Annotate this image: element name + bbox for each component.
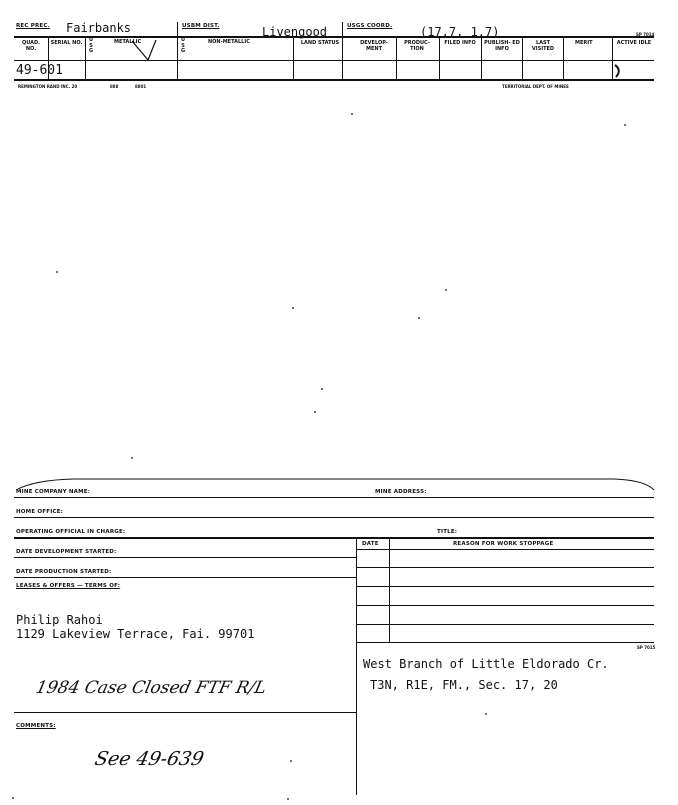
- usgs-coord-label: USGS COORD.: [347, 23, 393, 29]
- stoppage-date-header: DATE: [362, 541, 379, 547]
- home-office-label: HOME OFFICE:: [16, 509, 64, 515]
- mine-address-label: MINE ADDRESS:: [375, 489, 427, 495]
- printer-code-1: 888: [110, 84, 119, 89]
- col-active-idle: ACTIVE IDLE: [616, 40, 652, 46]
- rec-prec-value: Fairbanks: [66, 21, 132, 35]
- col-last-visited: LAST VISITED: [531, 40, 555, 52]
- operating-official-label: OPERATING OFFICIAL IN CHARGE:: [16, 529, 126, 535]
- location-line-1: West Branch of Little Eldorado Cr.: [363, 657, 609, 671]
- comments-label: COMMENTS:: [16, 723, 56, 729]
- location-line-2: T3N, R1E, FM., Sec. 17, 20: [370, 678, 558, 692]
- handwritten-comment: See 49-639: [92, 748, 206, 770]
- form-top-edge: [14, 474, 656, 496]
- date-production-label: DATE PRODUCTION STARTED:: [16, 569, 112, 575]
- printer-code-2: 8801: [135, 84, 147, 89]
- owner-name: Philip Rahoi: [16, 613, 103, 627]
- col-nonmetallic: NON-METALLIC: [208, 39, 250, 45]
- handwritten-note: 1984 Case Closed FTF R/L: [33, 678, 269, 698]
- col-filed-info: FILED INFO: [444, 40, 476, 46]
- usbm-dist-value: Livengood: [262, 25, 328, 39]
- col-production: PRODUC- TION: [404, 40, 430, 52]
- title-label: TITLE:: [437, 529, 458, 535]
- department-credit: TERRITORIAL DEPT. OF MINES: [502, 84, 569, 89]
- usbm-dist-label: USBM DIST.: [182, 23, 220, 29]
- rec-prec-label: REC PREC.: [16, 23, 50, 29]
- form-number-2: SP 7015: [637, 645, 656, 650]
- stoppage-reason-header: REASON FOR WORK STOPPAGE: [453, 541, 554, 547]
- col-serial-no: SERIAL NO.: [50, 40, 83, 46]
- printer-credit: REMINGTON RAND INC. 20: [18, 84, 78, 89]
- leases-label: LEASES & OFFERS — TERMS OF:: [16, 583, 121, 589]
- mine-company-name-label: MINE COMPANY NAME:: [16, 489, 91, 495]
- col-nonmetallic-code: U S G: [180, 37, 186, 54]
- col-published-info: PUBLISH- ED INFO: [484, 40, 520, 52]
- date-development-label: DATE DEVELOPMENT STARTED:: [16, 549, 117, 555]
- form-number: SP 7014: [636, 32, 655, 37]
- active-mark-icon: [612, 62, 630, 80]
- check-mark-icon: [130, 38, 160, 62]
- usgs-coord-value: (17.7, 1.7): [420, 25, 500, 39]
- col-development: DEVELOP- MENT: [360, 40, 388, 52]
- col-merit: MERIT: [575, 40, 593, 46]
- col-quad-no: QUAD. NO.: [21, 40, 41, 52]
- quad-serial-value: 49-601: [16, 63, 63, 78]
- col-metallic-code: U S G: [88, 37, 94, 54]
- owner-address: 1129 Lakeview Terrace, Fai. 99701: [16, 627, 255, 641]
- col-land-status: LAND STATUS: [300, 40, 340, 46]
- col-metallic: METALLIC: [114, 39, 142, 45]
